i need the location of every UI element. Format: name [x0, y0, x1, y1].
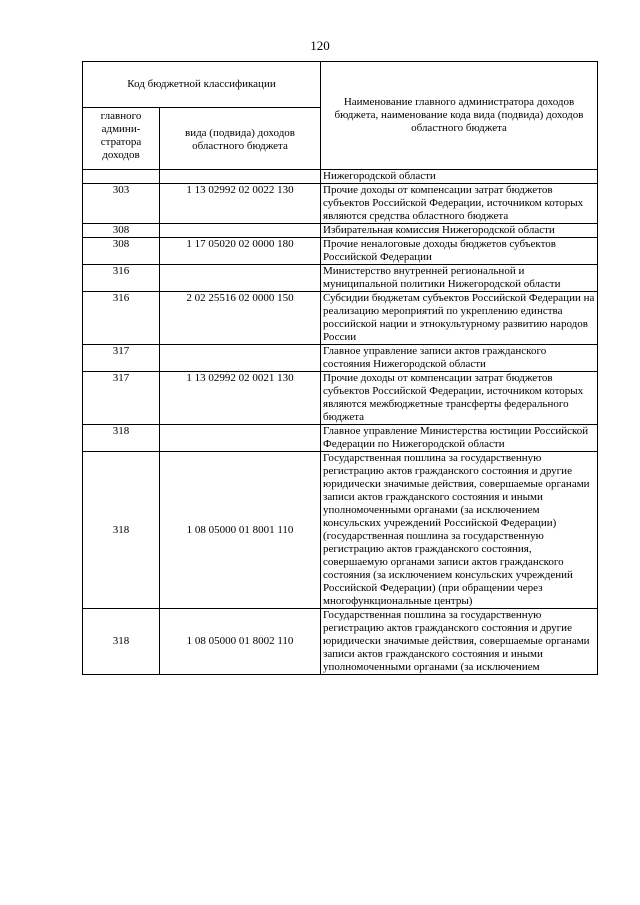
row-name: Прочие доходы от компенсации затрат бюджетов субъектов Российской Федерации, источником которых являются межбюджетные трансферты федерального бюджета: [321, 372, 598, 425]
table-row: [83, 609, 598, 675]
header-income-code: вида (подвида) доходов областного бюджета: [160, 108, 321, 170]
table-row: [83, 238, 598, 265]
admin-code: 316: [83, 292, 160, 345]
table-row: [83, 425, 598, 452]
table-row: [83, 184, 598, 224]
row-name: Избирательная комиссия Нижегородской области: [321, 224, 598, 238]
income-code: [160, 265, 321, 292]
table-row: [83, 224, 598, 238]
admin-code: 308: [83, 238, 160, 265]
admin-code: 303: [83, 184, 160, 224]
row-name: Государственная пошлина за государственную регистрацию актов гражданского состояния и другие юридически значимые действия, совершаемые органами записи актов гражданского состояния и иными уполномоченными органами (за исключением консульских учреждений Российской Федерации) (государственная пошлина за государственную регистрацию актов гражданского состояния, совершаемую органами записи актов гражданского состояния (за исключением консульских учреждений Российской Федерации) (при обращении через многофункциональные центры): [321, 452, 598, 609]
income-code: 1 08 05000 01 8002 110: [160, 609, 321, 675]
table-row: [83, 170, 598, 184]
table-header: [83, 62, 598, 170]
table-row: [83, 265, 598, 292]
income-code: 2 02 25516 02 0000 150: [160, 292, 321, 345]
row-name: Главное управление записи актов гражданского состояния Нижегородской области: [321, 345, 598, 372]
admin-code: 318: [83, 425, 160, 452]
admin-code: 317: [83, 372, 160, 425]
row-name: Прочие неналоговые доходы бюджетов субъектов Российской Федерации: [321, 238, 598, 265]
table-row: [83, 372, 598, 425]
row-name: Субсидии бюджетам субъектов Российской Федерации на реализацию мероприятий по укреплению единства российской нации и этнокультурному развитию народов России: [321, 292, 598, 345]
row-name: Главное управление Министерства юстиции Российской Федерации по Нижегородской области: [321, 425, 598, 452]
table-row: [83, 452, 598, 609]
income-code: [160, 170, 321, 184]
header-admin-code: главного админи-стратора доходов: [83, 108, 160, 170]
header-administrator-name: Наименование главного администратора доходов бюджета, наименование кода вида (подвида) доходов областного бюджета: [321, 62, 598, 170]
admin-code: 316: [83, 265, 160, 292]
income-code: 1 17 05020 02 0000 180: [160, 238, 321, 265]
row-name: Нижегородской области: [321, 170, 598, 184]
income-code: [160, 425, 321, 452]
row-name: Государственная пошлина за государственную регистрацию актов гражданского состояния и другие юридически значимые действия, совершаемые органами записи актов гражданского состояния и иными уполномоченными органами (за исключением: [321, 609, 598, 675]
admin-code: 308: [83, 224, 160, 238]
admin-code: 317: [83, 345, 160, 372]
page-number: 120: [310, 38, 330, 53]
budget-classification-table: [82, 61, 598, 675]
table-body: [83, 170, 598, 675]
table-row: [83, 345, 598, 372]
admin-code: [83, 170, 160, 184]
income-code: 1 13 02992 02 0021 130: [160, 372, 321, 425]
row-name: Прочие доходы от компенсации затрат бюджетов субъектов Российской Федерации, источником которых являются средства областного бюджета: [321, 184, 598, 224]
income-code: [160, 345, 321, 372]
admin-code: 318: [83, 452, 160, 609]
header-budget-code: Код бюджетной классификации: [83, 62, 321, 108]
income-code: 1 08 05000 01 8001 110: [160, 452, 321, 609]
income-code: 1 13 02992 02 0022 130: [160, 184, 321, 224]
admin-code: 318: [83, 609, 160, 675]
table-row: [83, 292, 598, 345]
row-name: Министерство внутренней региональной и муниципальной политики Нижегородской области: [321, 265, 598, 292]
income-code: [160, 224, 321, 238]
